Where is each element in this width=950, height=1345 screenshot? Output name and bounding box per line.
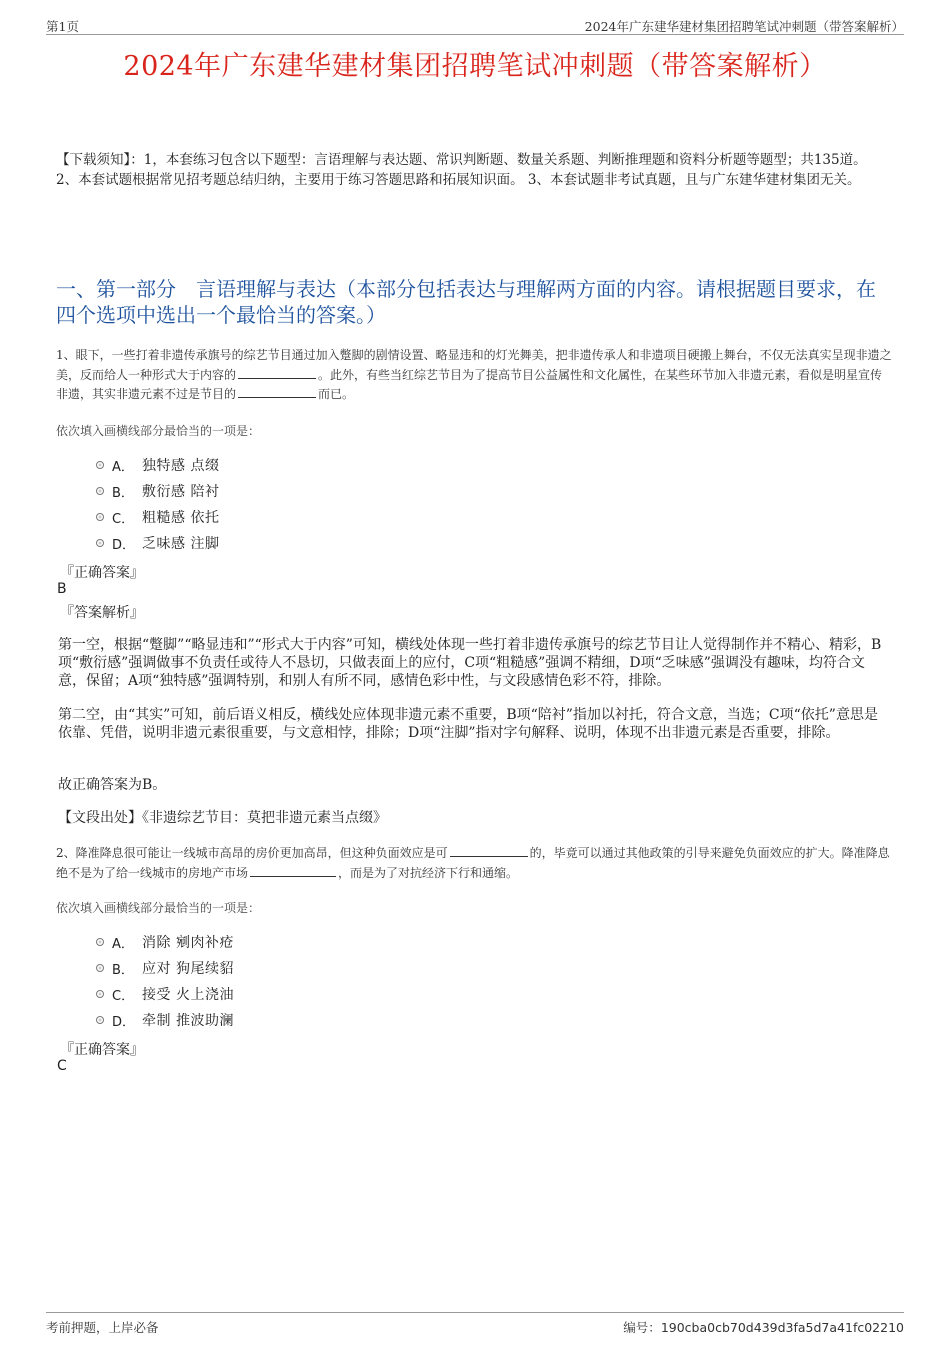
stem-text: 1、眼下，一些打着非遗传承旗号的综艺节目通过加入蹩脚的剧情设置、略显违和的灯光舞美，把非遗传承人和非遗项目硬搬上舞台，不仅无法真实呈现非遗之美，反而给人一种形式大于内容的: [56, 348, 892, 382]
answer-blank: [250, 864, 336, 877]
radio-icon[interactable]: [96, 1016, 104, 1024]
question-2-options: [96, 929, 234, 1033]
option-a[interactable]: [96, 452, 219, 478]
option-letter: D．: [112, 1014, 136, 1030]
correct-answer-label: 『正确答案』: [60, 1042, 144, 1058]
question-1-options: [96, 452, 219, 556]
footer-slogan: 考前押题，上岸必备: [46, 1320, 159, 1335]
answer-blank: [238, 366, 316, 379]
answer-blank: [450, 844, 528, 857]
option-text: 应对 狗尾续貂: [142, 961, 234, 977]
section-title: 一、第一部分 言语理解与表达（本部分包括表达与理解两方面的内容。请根据题目要求，在四个选项中选出一个最恰当的答案。）: [56, 277, 876, 327]
stem-text: 而已。: [318, 387, 355, 401]
radio-icon[interactable]: [96, 964, 104, 972]
option-letter: D．: [112, 537, 136, 553]
page-footer: [46, 1312, 904, 1335]
stem-text: 2、降准降息很可能让一线城市高昂的房价更加高昂，但这种负面效应是可: [56, 846, 448, 860]
stem-text: 。此外，有些当红综艺节目为了提高节目公益属性和文化属性，在某些环节加入非遗元素，看似是明星宣传非遗，其实非遗元素不过是节目的: [56, 367, 883, 401]
question-1-stem: [56, 346, 892, 405]
option-letter: B．: [112, 485, 134, 501]
analysis-label: 『答案解析』: [60, 605, 144, 621]
radio-icon[interactable]: [96, 938, 104, 946]
radio-icon[interactable]: [96, 539, 104, 547]
radio-icon[interactable]: [96, 461, 104, 469]
option-text: 接受 火上浇油: [142, 987, 234, 1003]
option-b[interactable]: [96, 478, 219, 504]
question-1: [56, 346, 892, 405]
page-header: [46, 14, 904, 35]
document-code: [623, 1318, 904, 1336]
radio-icon[interactable]: [96, 487, 104, 495]
source-citation: [58, 809, 884, 827]
option-text: 消除 剜肉补疮: [142, 935, 234, 951]
question-2-stem: [56, 844, 892, 883]
question-2: [56, 844, 892, 883]
option-letter: A．: [112, 459, 134, 475]
stem-text: 的，毕竟可以通过其他政策的引导来避免负面效应的扩大。降准降息绝不是为了给一线城市的房地产市场: [56, 846, 890, 880]
download-notice: 【下载须知】：1，本套练习包含以下题型：言语理解与表达题、常识判断题、数量关系题、判断推理题和资料分析题等题型；共135道。 2、本套试题根据常见招考题总结归纳，主要用于练习答题思路和拓展知识面。 3、本套试题非考试真题，且与广东建华建材集团无关。: [56, 152, 867, 188]
analysis-text: 第二空，由“其实”可知，前后语义相反，横线处应体现非遗元素不重要，B项“陪衬”指加以衬托，符合文意，当选；C项“依托”意思是依靠、凭借，说明非遗元素很重要，与文意相悖，排除；D项“注脚”指对字句解释、说明，体现不出非遗元素是否重要，排除。: [58, 707, 878, 741]
stem-text: ，而是为了对抗经济下行和通缩。: [338, 865, 519, 880]
analysis-conclusion: [58, 776, 884, 794]
correct-answer-label: 『正确答案』: [60, 565, 144, 581]
option-text: 乏味感 注脚: [142, 536, 220, 552]
option-d[interactable]: [96, 530, 219, 556]
analysis-text: 故正确答案为B。: [58, 777, 167, 793]
option-text: 独特感 点缀: [142, 458, 220, 474]
option-text: 牵制 推波助澜: [142, 1013, 234, 1029]
answer-blank: [238, 385, 316, 398]
analysis-text: 【文段出处】《非遗综艺节目：莫把非遗元素当点缀》: [58, 810, 387, 826]
option-text: 敷衍感 陪衬: [142, 484, 220, 500]
page-number: 第1页: [46, 19, 79, 34]
correct-answer: B: [57, 581, 67, 597]
option-letter: B．: [112, 962, 134, 978]
analysis-paragraph-2: [58, 706, 884, 742]
option-letter: A．: [112, 936, 134, 952]
option-d[interactable]: [96, 1007, 234, 1033]
analysis-text: 第一空，根据“蹩脚”“略显违和”“形式大于内容”可知，横线处体现一些打着非遗传承旗号的综艺节目让人觉得制作并不精心、精彩，B项“敷衍感”强调做事不负责任或待人不恳切，只做表面上的应付，C项“粗糙感”强调不精细，D项“乏味感”强调没有趣味，均符合文意，保留；A项“独特感”强调特别，和别人有所不同，感情色彩中性，与文段感情色彩不符，排除。: [58, 637, 882, 689]
code-value: 190cba0cb70d439d3fa5d7a41fc02210: [660, 1320, 904, 1335]
option-text: 粗糙感 依托: [142, 510, 220, 526]
radio-icon[interactable]: [96, 513, 104, 521]
option-c[interactable]: [96, 981, 234, 1007]
radio-icon[interactable]: [96, 990, 104, 998]
code-label: 编号：: [623, 1320, 661, 1335]
option-letter: C．: [112, 511, 135, 527]
correct-answer: C: [57, 1058, 67, 1074]
option-b[interactable]: [96, 955, 234, 981]
option-a[interactable]: [96, 929, 234, 955]
header-doc-title: 2024年广东建华建材集团招聘笔试冲刺题（带答案解析）: [584, 19, 904, 34]
option-c[interactable]: [96, 504, 219, 530]
analysis-paragraph-1: [58, 636, 884, 690]
question-2-instruction: 依次填入画横线部分最恰当的一项是：: [56, 901, 261, 915]
document-title: 2024年广东建华建材集团招聘笔试冲刺题（带答案解析）: [123, 51, 827, 82]
question-1-instruction: 依次填入画横线部分最恰当的一项是：: [56, 424, 261, 438]
option-letter: C．: [112, 988, 135, 1004]
